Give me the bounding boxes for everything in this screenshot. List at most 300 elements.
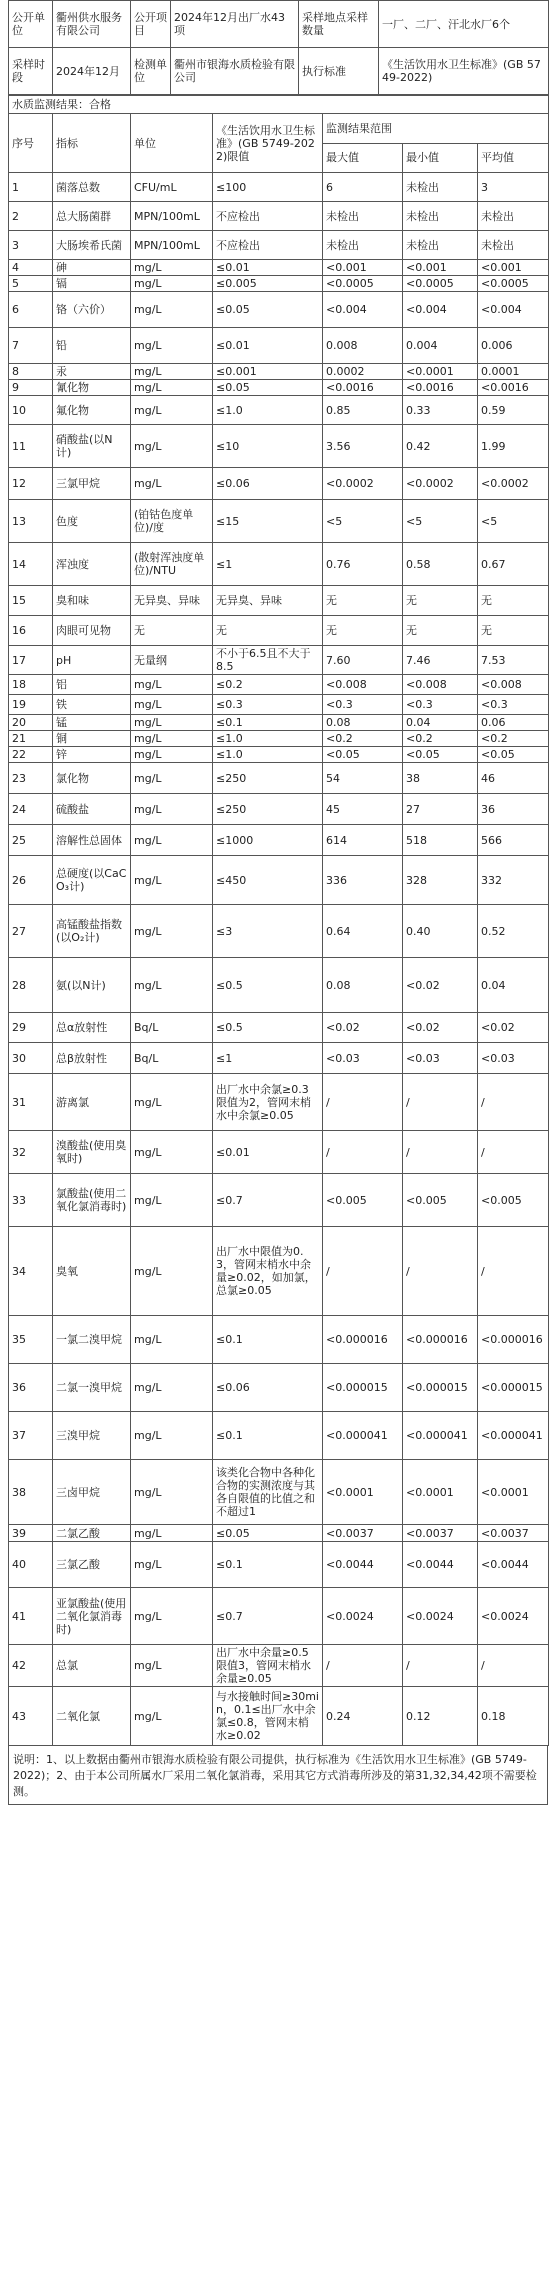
cell-unit: mg/L [131,856,213,905]
cell-indicator: 砷 [53,260,131,276]
cell-no: 5 [9,276,53,292]
cell-min: <0.000015 [403,1364,478,1412]
cell-unit: 无量纲 [131,646,213,675]
cell-avg: 46 [478,763,549,794]
cell-avg: 0.18 [478,1687,549,1746]
lab-value: 衢州市银海水质检验有限公司 [171,48,299,95]
col-min: 最小值 [403,143,478,173]
cell-avg: <0.02 [478,1013,549,1043]
cell-min: <0.0005 [403,276,478,292]
table-row [9,1013,549,1043]
cell-min: 0.04 [403,715,478,731]
cell-min: <0.0024 [403,1588,478,1645]
cell-max: 3.56 [323,425,403,468]
unit-value: 衢州供水服务有限公司 [53,1,131,48]
table-row [9,260,549,276]
cell-max: <0.0005 [323,276,403,292]
cell-max: <0.0016 [323,380,403,396]
cell-indicator: 色度 [53,500,131,543]
cell-no: 1 [9,173,53,202]
cell-min: <0.0001 [403,1460,478,1525]
cell-unit: mg/L [131,825,213,856]
cell-max: <0.3 [323,695,403,715]
cell-indicator: 氨(以N计) [53,958,131,1013]
cell-avg: <0.05 [478,747,549,763]
cell-no: 2 [9,202,53,231]
table-row [9,202,549,231]
cell-min: <0.0002 [403,468,478,500]
cell-limit: 出厂水中余氯≥0.3限值为2，管网末梢水中余氯≥0.05 [213,1074,323,1131]
cell-unit: mg/L [131,958,213,1013]
cell-min: <0.005 [403,1174,478,1227]
cell-max: <0.2 [323,731,403,747]
cell-avg: 未检出 [478,231,549,260]
cell-unit: mg/L [131,1174,213,1227]
cell-avg: 1.99 [478,425,549,468]
cell-unit: mg/L [131,1074,213,1131]
table-row [9,328,549,364]
cell-no: 39 [9,1525,53,1542]
cell-limit: 不应检出 [213,202,323,231]
cell-no: 34 [9,1227,53,1316]
cell-min: <0.0001 [403,364,478,380]
table-row [9,646,549,675]
cell-limit: ≤0.05 [213,380,323,396]
table-row [9,380,549,396]
cell-no: 14 [9,543,53,586]
cell-limit: ≤0.7 [213,1174,323,1227]
cell-limit: ≤1000 [213,825,323,856]
cell-indicator: 三氯甲烷 [53,468,131,500]
cell-min: / [403,1131,478,1174]
cell-limit: ≤100 [213,173,323,202]
cell-no: 7 [9,328,53,364]
cell-min: <0.0044 [403,1542,478,1588]
cell-no: 4 [9,260,53,276]
cell-no: 11 [9,425,53,468]
cell-unit: mg/L [131,276,213,292]
cell-max: 0.76 [323,543,403,586]
cell-no: 23 [9,763,53,794]
results-table [8,95,549,1746]
cell-avg: 0.04 [478,958,549,1013]
cell-max: 7.60 [323,646,403,675]
table-row [9,396,549,425]
cell-indicator: pH [53,646,131,675]
table-row [9,1542,549,1588]
cell-no: 26 [9,856,53,905]
table-row [9,763,549,794]
cell-unit: Bq/L [131,1043,213,1074]
table-row [9,1316,549,1364]
cell-max: 0.85 [323,396,403,425]
cell-indicator: 总氯 [53,1645,131,1687]
table-row [9,364,549,380]
cell-min: <0.004 [403,292,478,328]
cell-max: <0.02 [323,1013,403,1043]
col-limit: 《生活饮用水卫生标准》(GB 5749-2022)限值 [213,114,323,173]
col-unit: 单位 [131,114,213,173]
cell-no: 16 [9,616,53,646]
cell-indicator: 大肠埃希氏菌 [53,231,131,260]
cell-avg: / [478,1227,549,1316]
cell-avg: <5 [478,500,549,543]
cell-indicator: 游离氯 [53,1074,131,1131]
col-max: 最大值 [323,143,403,173]
cell-indicator: 总大肠菌群 [53,202,131,231]
status-line: 水质监测结果：合格 [9,96,549,114]
col-indicator: 指标 [53,114,131,173]
cell-max: 未检出 [323,231,403,260]
cell-avg: 0.06 [478,715,549,731]
cell-unit: mg/L [131,695,213,715]
cell-min: <0.03 [403,1043,478,1074]
cell-unit: mg/L [131,747,213,763]
cell-no: 17 [9,646,53,675]
cell-indicator: 溶解性总固体 [53,825,131,856]
cell-min: <5 [403,500,478,543]
cell-indicator: 三卤甲烷 [53,1460,131,1525]
cell-min: 0.004 [403,328,478,364]
cell-unit: mg/L [131,396,213,425]
table-row [9,500,549,543]
cell-indicator: 臭和味 [53,586,131,616]
cell-max: <5 [323,500,403,543]
cell-indicator: 总β放射性 [53,1043,131,1074]
cell-max: <0.001 [323,260,403,276]
cell-min: / [403,1645,478,1687]
cell-limit: ≤1.0 [213,747,323,763]
table-row [9,1043,549,1074]
cell-avg: 未检出 [478,202,549,231]
cell-unit: mg/L [131,1525,213,1542]
cell-limit: ≤0.01 [213,1131,323,1174]
table-row [9,856,549,905]
table-row [9,747,549,763]
cell-min: 未检出 [403,173,478,202]
cell-min: 518 [403,825,478,856]
table-row [9,1460,549,1525]
cell-min: 无 [403,586,478,616]
cell-limit: ≤250 [213,794,323,825]
cell-no: 35 [9,1316,53,1364]
cell-unit: 无异臭、异味 [131,586,213,616]
cell-limit: ≤0.1 [213,1316,323,1364]
cell-limit: ≤0.7 [213,1588,323,1645]
cell-avg: 36 [478,794,549,825]
cell-avg: 无 [478,586,549,616]
cell-indicator: 氟化物 [53,396,131,425]
cell-min: 0.58 [403,543,478,586]
cell-avg: <0.0001 [478,1460,549,1525]
cell-limit: ≤0.5 [213,1013,323,1043]
cell-indicator: 菌落总数 [53,173,131,202]
cell-limit: 不应检出 [213,231,323,260]
table-row [9,586,549,616]
cell-unit: mg/L [131,1687,213,1746]
cell-indicator: 高锰酸盐指数(以O₂计) [53,905,131,958]
cell-max: 0.008 [323,328,403,364]
cell-indicator: 锰 [53,715,131,731]
cell-max: 0.0002 [323,364,403,380]
cell-limit: ≤15 [213,500,323,543]
cell-min: / [403,1074,478,1131]
cell-unit: mg/L [131,364,213,380]
table-row [9,1174,549,1227]
cell-indicator: 铜 [53,731,131,747]
cell-unit: (散射浑浊度单位)/NTU [131,543,213,586]
cell-unit: MPN/100mL [131,231,213,260]
cell-indicator: 三溴甲烷 [53,1412,131,1460]
cell-min: <0.001 [403,260,478,276]
footnote: 说明：1、以上数据由衢州市银海水质检验有限公司提供，执行标准为《生活饮用水卫生标准》(GB 5749-2022)；2、由于本公司所属水厂采用二氧化氯消毒，采用其它方式消毒所涉及的第31,32,34,42项不需要检测。 [8,1746,548,1805]
cell-no: 15 [9,586,53,616]
cell-max: / [323,1645,403,1687]
cell-no: 36 [9,1364,53,1412]
table-row [9,1412,549,1460]
cell-max: / [323,1227,403,1316]
cell-no: 28 [9,958,53,1013]
cell-min: 0.40 [403,905,478,958]
cell-limit: 与水接触时间≥30min，0.1≤出厂水中余氯≤0.8，管网末梢水≥0.02 [213,1687,323,1746]
col-no: 序号 [9,114,53,173]
table-row [9,173,549,202]
cell-avg: <0.001 [478,260,549,276]
cell-unit: CFU/mL [131,173,213,202]
cell-min: <0.000041 [403,1412,478,1460]
cell-no: 13 [9,500,53,543]
table-row [9,292,549,328]
cell-max: <0.05 [323,747,403,763]
cell-limit: 无 [213,616,323,646]
cell-no: 33 [9,1174,53,1227]
cell-no: 24 [9,794,53,825]
cell-unit: mg/L [131,905,213,958]
cell-min: <0.02 [403,958,478,1013]
cell-avg: 0.59 [478,396,549,425]
table-row [9,1645,549,1687]
cell-no: 41 [9,1588,53,1645]
cell-avg: <0.000016 [478,1316,549,1364]
cell-limit: 无异臭、异味 [213,586,323,616]
cell-limit: ≤0.05 [213,292,323,328]
report [8,0,548,1805]
cell-max: 0.08 [323,958,403,1013]
table-row [9,1074,549,1131]
cell-no: 29 [9,1013,53,1043]
cell-no: 8 [9,364,53,380]
cell-limit: ≤0.05 [213,1525,323,1542]
cell-unit: mg/L [131,468,213,500]
cell-max: 0.64 [323,905,403,958]
cell-no: 12 [9,468,53,500]
cell-no: 32 [9,1131,53,1174]
cell-unit: mg/L [131,715,213,731]
cell-max: 45 [323,794,403,825]
table-row [9,1227,549,1316]
cell-max: <0.0044 [323,1542,403,1588]
lab-label: 检测单位 [131,48,171,95]
cell-unit: mg/L [131,1131,213,1174]
cell-indicator: 一氯二溴甲烷 [53,1316,131,1364]
cell-max: <0.005 [323,1174,403,1227]
cell-no: 42 [9,1645,53,1687]
cell-max: / [323,1074,403,1131]
cell-max: <0.0037 [323,1525,403,1542]
cell-limit: ≤0.01 [213,328,323,364]
table-row [9,231,549,260]
cell-no: 40 [9,1542,53,1588]
cell-no: 27 [9,905,53,958]
cell-unit: mg/L [131,1542,213,1588]
cell-indicator: 臭氧 [53,1227,131,1316]
items-value: 2024年12月出厂水43项 [171,1,299,48]
cell-limit: ≤0.1 [213,1412,323,1460]
cell-no: 20 [9,715,53,731]
cell-no: 18 [9,675,53,695]
cell-avg: <0.3 [478,695,549,715]
cell-min: <0.3 [403,695,478,715]
cell-indicator: 硫酸盐 [53,794,131,825]
cell-indicator: 总α放射性 [53,1013,131,1043]
cell-unit: mg/L [131,1227,213,1316]
cell-no: 3 [9,231,53,260]
cell-no: 21 [9,731,53,747]
table-row [9,276,549,292]
table-row [9,543,549,586]
col-avg: 平均值 [478,143,549,173]
cell-limit: ≤3 [213,905,323,958]
cell-avg: <0.004 [478,292,549,328]
cell-indicator: 二氯乙酸 [53,1525,131,1542]
table-row [9,794,549,825]
cell-avg: / [478,1645,549,1687]
cell-indicator: 氯化物 [53,763,131,794]
cell-min: / [403,1227,478,1316]
cell-min: 0.42 [403,425,478,468]
cell-avg: <0.0005 [478,276,549,292]
cell-no: 38 [9,1460,53,1525]
table-row [9,825,549,856]
table-row [9,958,549,1013]
cell-limit: ≤1 [213,1043,323,1074]
cell-unit: mg/L [131,763,213,794]
cell-max: 0.24 [323,1687,403,1746]
cell-unit: mg/L [131,292,213,328]
cell-unit: mg/L [131,328,213,364]
cell-indicator: 铅 [53,328,131,364]
table-row [9,425,549,468]
cell-max: <0.000016 [323,1316,403,1364]
cell-no: 30 [9,1043,53,1074]
cell-max: 614 [323,825,403,856]
cell-avg: 0.0001 [478,364,549,380]
cell-min: <0.2 [403,731,478,747]
cell-min: 328 [403,856,478,905]
cell-avg: 0.006 [478,328,549,364]
table-row [9,675,549,695]
cell-max: 336 [323,856,403,905]
cell-avg: 无 [478,616,549,646]
cell-unit: mg/L [131,794,213,825]
cell-unit: mg/L [131,425,213,468]
cell-min: <0.008 [403,675,478,695]
cell-limit: ≤0.2 [213,675,323,695]
cell-min: 未检出 [403,202,478,231]
cell-limit: ≤1 [213,543,323,586]
cell-limit: ≤450 [213,856,323,905]
table-row [9,905,549,958]
items-label: 公开项目 [131,1,171,48]
cell-avg: <0.03 [478,1043,549,1074]
cell-indicator: 硝酸盐(以N计) [53,425,131,468]
cell-avg: 0.67 [478,543,549,586]
cell-unit: mg/L [131,731,213,747]
table-row [9,695,549,715]
cell-avg: <0.2 [478,731,549,747]
cell-min: 7.46 [403,646,478,675]
cell-indicator: 溴酸盐(使用臭氧时) [53,1131,131,1174]
cell-max: 54 [323,763,403,794]
unit-label: 公开单位 [9,1,53,48]
cell-min: 38 [403,763,478,794]
cell-min: 0.33 [403,396,478,425]
cell-max: <0.008 [323,675,403,695]
cell-limit: ≤0.01 [213,260,323,276]
cell-min: <0.05 [403,747,478,763]
sites-value: 一厂、二厂、汗北水厂6个 [379,1,549,48]
cell-indicator: 肉眼可见物 [53,616,131,646]
cell-limit: ≤0.06 [213,1364,323,1412]
cell-no: 31 [9,1074,53,1131]
cell-max: <0.03 [323,1043,403,1074]
cell-limit: ≤0.5 [213,958,323,1013]
cell-min: <0.02 [403,1013,478,1043]
cell-avg: <0.000015 [478,1364,549,1412]
col-range: 监测结果范围 [323,114,549,144]
cell-limit: 不小于6.5且不大于8.5 [213,646,323,675]
cell-max: 6 [323,173,403,202]
cell-unit: mg/L [131,1645,213,1687]
cell-avg: 332 [478,856,549,905]
cell-avg: <0.0044 [478,1542,549,1588]
header-table [8,0,549,95]
cell-indicator: 二氧化氯 [53,1687,131,1746]
cell-indicator: 总硬度(以CaCO₃计) [53,856,131,905]
cell-unit: Bq/L [131,1013,213,1043]
cell-max: 未检出 [323,202,403,231]
cell-no: 43 [9,1687,53,1746]
period-label: 采样时段 [9,48,53,95]
cell-avg: <0.005 [478,1174,549,1227]
cell-unit: mg/L [131,1364,213,1412]
cell-no: 22 [9,747,53,763]
cell-unit: (铂钴色度单位)/度 [131,500,213,543]
cell-no: 10 [9,396,53,425]
standard-label: 执行标准 [299,48,379,95]
cell-indicator: 铬（六价） [53,292,131,328]
cell-no: 9 [9,380,53,396]
cell-limit: 出厂水中限值为0.3，管网末梢水中余量≥0.02，如加氯，总氯≥0.05 [213,1227,323,1316]
cell-max: <0.0001 [323,1460,403,1525]
cell-limit: ≤250 [213,763,323,794]
cell-avg: 3 [478,173,549,202]
cell-indicator: 亚氯酸盐(使用二氧化氯消毒时) [53,1588,131,1645]
cell-limit: ≤0.005 [213,276,323,292]
cell-avg: <0.0002 [478,468,549,500]
cell-limit: ≤1.0 [213,396,323,425]
cell-indicator: 锌 [53,747,131,763]
